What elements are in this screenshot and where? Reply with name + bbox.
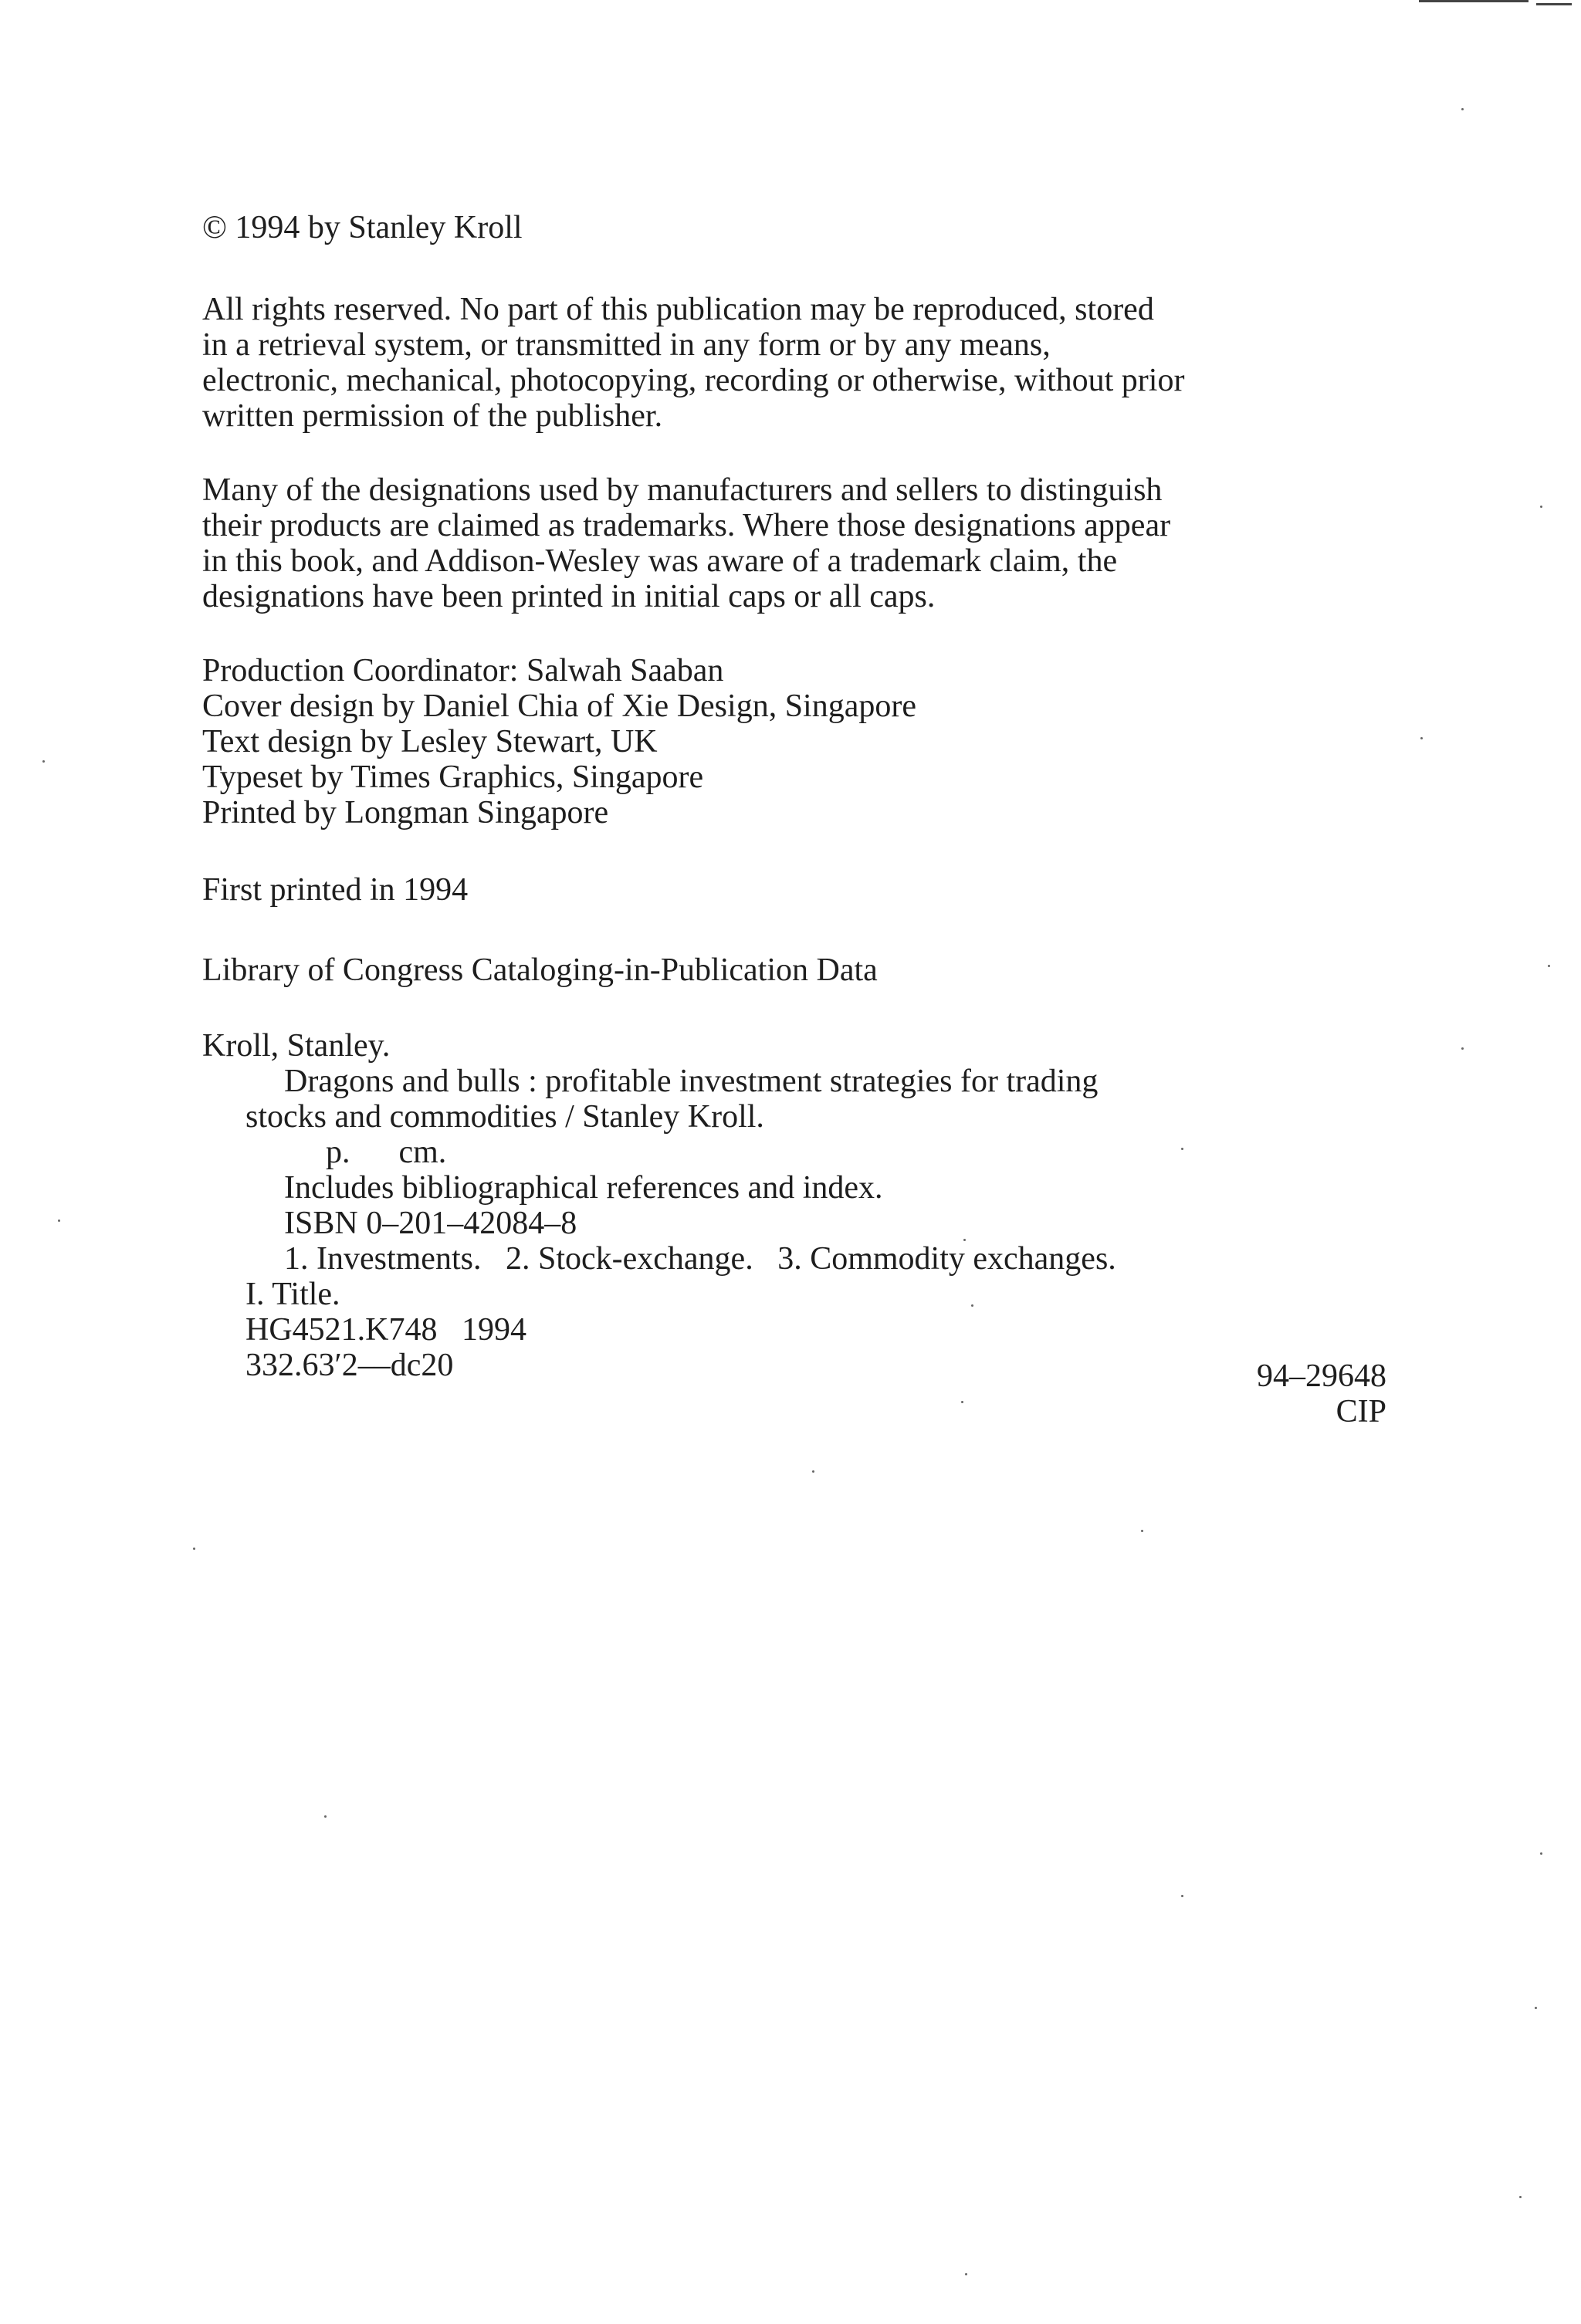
scan-speck [1181, 1895, 1183, 1897]
scan-speck [1181, 1148, 1183, 1150]
scan-speck [812, 1470, 814, 1473]
credit-line: Typeset by Times Graphics, Singapore [202, 759, 704, 795]
credit-line: Production Coordinator: Salwah Saaban [202, 653, 724, 688]
rights-line: written permission of the publisher. [202, 398, 663, 434]
scan-speck [58, 1220, 60, 1222]
scan-speck [1535, 2007, 1537, 2009]
scan-speck [1461, 108, 1464, 110]
trademark-line: their products are claimed as trademarks. Where those designations appear [202, 508, 1171, 543]
scan-speck [963, 1239, 966, 1241]
cip-title-line: Dragons and bulls : profitable investment strategies for trading [284, 1064, 1099, 1099]
trademark-line: in this book, and Addison-Wesley was aware of a trademark claim, the [202, 543, 1118, 579]
rights-line: electronic, mechanical, photocopying, recording or otherwise, without prior [202, 363, 1185, 398]
scan-speck [1548, 965, 1550, 967]
credit-line: Cover design by Daniel Chia of Xie Design, Singapore [202, 688, 916, 724]
scan-speck [1141, 1530, 1143, 1532]
cip-physical: p. cm. [326, 1135, 447, 1170]
cip-lccn: 94–29648 [1257, 1358, 1386, 1394]
production-credits [202, 653, 1391, 830]
cip-subjects-title: I. Title. [245, 1277, 340, 1312]
cip-record [202, 1028, 1391, 1383]
first-printed [202, 872, 1391, 908]
credit-line: Text design by Lesley Stewart, UK [202, 724, 658, 759]
cip-dewey: 332.63′2––dc20 [245, 1348, 454, 1383]
credit-line: Printed by Longman Singapore [202, 795, 609, 830]
copyright-line: © 1994 by Stanley Kroll [202, 210, 523, 245]
scan-speck [193, 1548, 195, 1550]
scan-speck [961, 1401, 963, 1403]
cip-tag: CIP [1336, 1394, 1386, 1429]
first-printed-line: First printed in 1994 [202, 872, 469, 908]
scan-speck [965, 2273, 967, 2275]
cip-notes: Includes bibliographical references and index. [284, 1170, 883, 1206]
cip-title-line: stocks and commodities / Stanley Kroll. [245, 1099, 764, 1135]
trademark-paragraph [202, 472, 1391, 614]
trademark-line: Many of the designations used by manufacturers and sellers to distinguish [202, 472, 1163, 508]
cip-author: Kroll, Stanley. [202, 1028, 391, 1064]
rights-paragraph [202, 292, 1391, 434]
scan-speck [1420, 737, 1423, 739]
rights-line: in a retrieval system, or transmitted in any form or by any means, [202, 327, 1051, 363]
scan-edge-mark [1536, 3, 1572, 5]
cip-subjects: 1. Investments. 2. Stock-exchange. 3. Commodity exchanges. [284, 1241, 1116, 1277]
cip-heading-line: Library of Congress Cataloging-in-Publication Data [202, 952, 878, 988]
scan-speck [324, 1815, 327, 1818]
scan-speck [1540, 506, 1542, 508]
scan-speck [1519, 2196, 1522, 2198]
cip-lc-class: HG4521.K748 1994 [245, 1312, 526, 1348]
scan-speck [42, 760, 45, 763]
scan-edge-mark [1419, 0, 1529, 2]
trademark-line: designations have been printed in initial caps or all caps. [202, 579, 936, 614]
copyright-notice [202, 210, 1391, 245]
cip-heading [202, 952, 1391, 988]
scan-speck [971, 1304, 973, 1307]
scan-speck [1540, 1852, 1542, 1855]
scan-speck [1461, 1047, 1464, 1050]
cip-isbn: ISBN 0–201–42084–8 [284, 1206, 577, 1241]
rights-line: All rights reserved. No part of this publication may be reproduced, stored [202, 292, 1154, 327]
